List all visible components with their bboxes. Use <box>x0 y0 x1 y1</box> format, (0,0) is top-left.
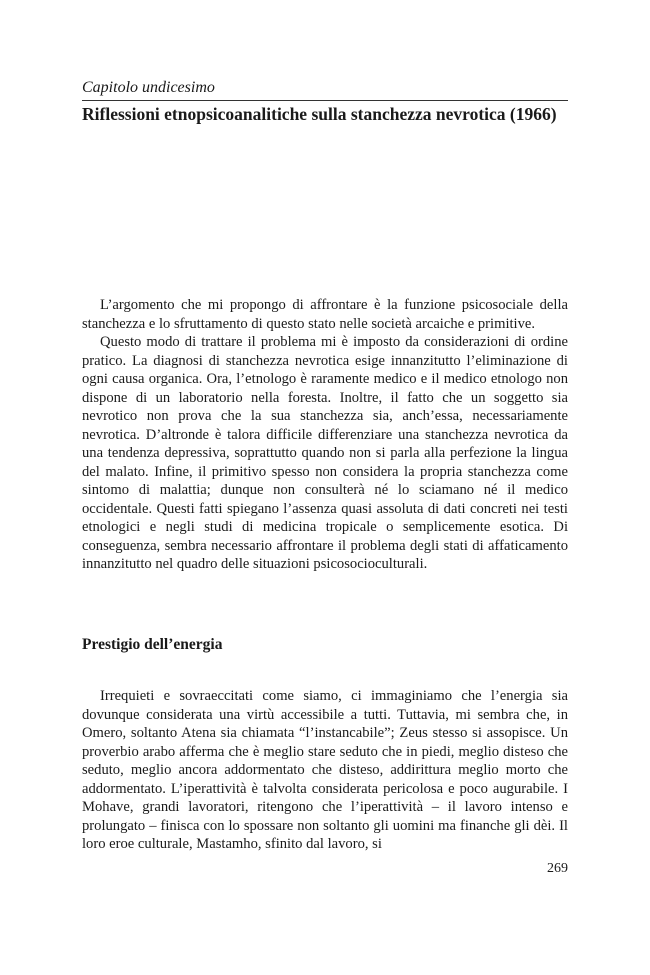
paragraph: Irrequieti e sovraeccitati come siamo, ci immaginiamo che l’energia sia dovunque considerata una virtù accessibile a tutti. Tuttavia, mi sembra che, in Omero, soltanto Atena sia chiamata “l’instancabile”; Zeus stesso si assopisce. Un proverbio arabo afferma che è meglio stare seduto che in piedi, meglio disteso che seduto, meglio ancora addormentato che disteso, addirittura meglio morto che addormentato. L’iperattività è talvolta considerata pericolosa e poco augurabile. I Mohave, grandi lavoratori, ritengono che l’iperattività – il lavoro intenso e prolungato – finisca con lo spossare non soltanto gli uomini ma finanche gli dèi. Il loro eroe culturale, Mastamho, sfinito dal lavoro, si <box>82 688 568 852</box>
chapter-title: Riflessioni etnopsicoanalitiche sulla stanchezza nevrotica (1966) <box>82 104 557 124</box>
paragraph: Questo modo di trattare il problema mi è imposto da considerazioni di ordine pratico. La diagnosi di stanchezza nevrotica esige innanzitutto l’eliminazione di ogni causa organica. Ora, l’etnologo è raramente medico e il medico etnologo non dispone di un laboratorio nella foresta. Inoltre, il fatto che un soggetto sia nevrotico non prova che la sua stanchezza sia, anch’essa, necessariamente nevrotica. D’altronde è talora difficile differenziare una stanchezza nevrotica da una tendenza depressiva, soprattutto quando non si parla alla perfezione la lingua del malato. Infine, il primitivo spesso non considera la propria stanchezza come sintomo di malattia; dunque non consulterà né lo sciamano né il medico occidentale. Questi fatti spiegano l’assenza quasi assoluta di dati concreti nei testi etnologici e negli studi di medicina tropicale o semplicemente esotica. Di conseguenza, sembra necessario affrontare il problema degli stati di affaticamento innanzitutto nel quadro delle situazioni psicosocioculturali. <box>82 334 568 572</box>
page-number: 269 <box>547 861 568 876</box>
chapter-divider <box>82 100 568 101</box>
paragraph: L’argomento che mi propongo di affrontare è la funzione psicosociale della stanchezza e lo sfruttamento di questo stato nelle società arcaiche e primitive. <box>82 297 568 332</box>
chapter-label: Capitolo undicesimo <box>82 79 215 96</box>
section-heading: Prestigio dell’energia <box>82 636 223 653</box>
section-text <box>82 687 568 854</box>
intro-text <box>82 296 568 574</box>
